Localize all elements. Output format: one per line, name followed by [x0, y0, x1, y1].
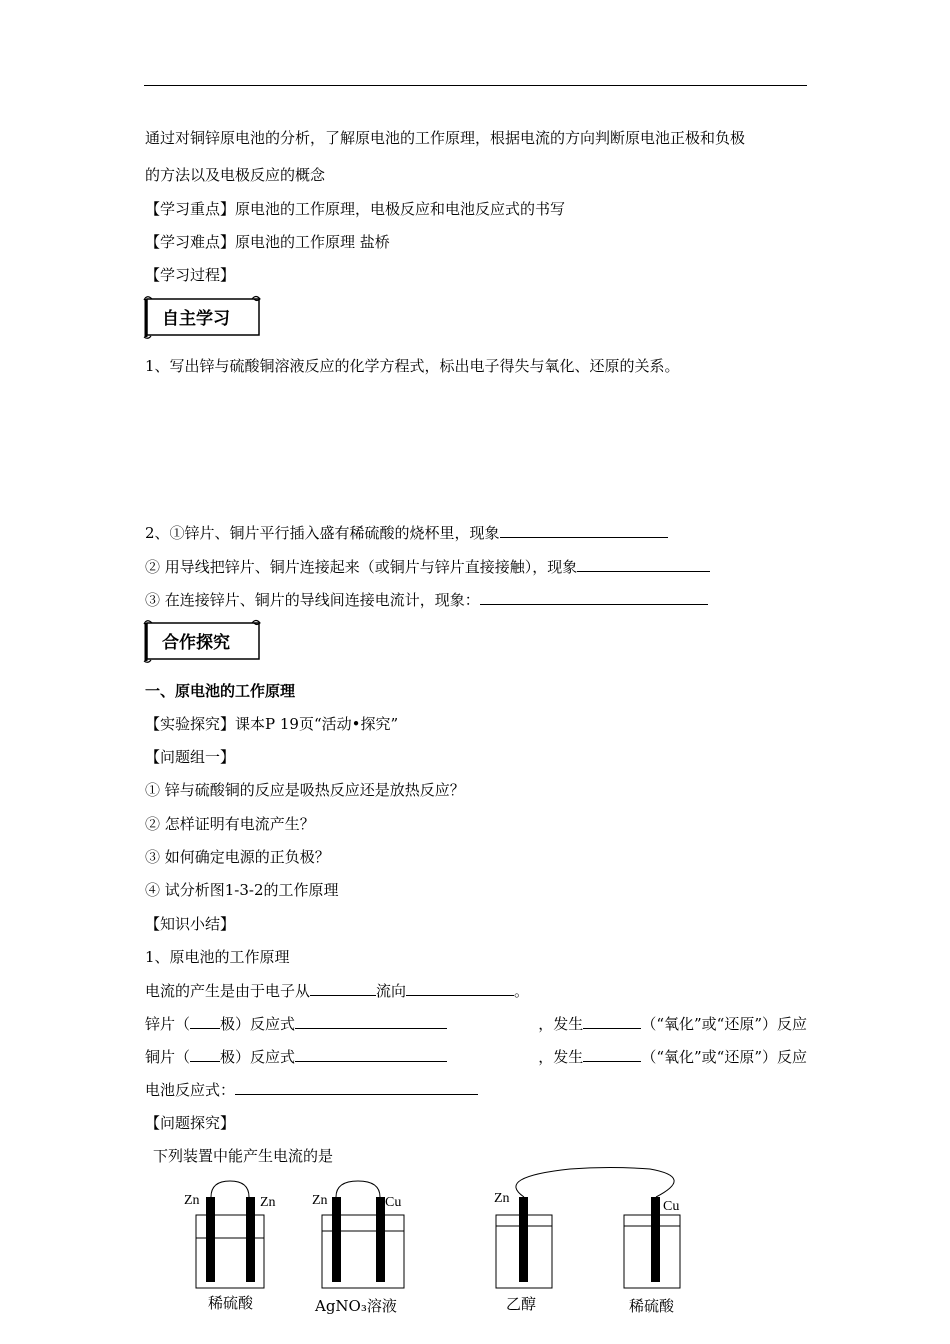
answer-blank[interactable]	[500, 523, 668, 538]
zinc-pole: 极）反应式	[220, 1015, 296, 1033]
copper-line	[145, 1047, 807, 1067]
answer-blank[interactable]	[190, 1047, 220, 1062]
answer-blank[interactable]	[310, 981, 376, 996]
question-2b	[145, 557, 710, 577]
answer-blank[interactable]	[480, 590, 708, 605]
solution-label: 稀硫酸	[629, 1297, 675, 1315]
electrode-label: Zn	[184, 1193, 200, 1208]
electrode-label: Zn	[260, 1195, 276, 1210]
solution-label: AgNO₃溶液	[315, 1297, 397, 1315]
question-2a	[145, 523, 668, 543]
answer-blank[interactable]	[577, 557, 710, 572]
answer-blank[interactable]	[583, 1014, 641, 1029]
question-2c-text: ③ 在连接锌片、铜片的导线间连接电流计，现象：	[145, 591, 480, 609]
difficulty: 【学习难点】原电池的工作原理 盐桥	[145, 233, 390, 251]
battery-label: 电池反应式：	[145, 1081, 236, 1099]
zinc-choice: （“氧化”或“还原”）反应	[641, 1015, 807, 1033]
electrode-label: Cu	[663, 1199, 680, 1214]
solution-label: 稀硫酸	[208, 1294, 254, 1312]
zinc-line	[145, 1014, 807, 1034]
intro-line-2: 的方法以及电极反应的概念	[145, 166, 326, 184]
electrode-label: Zn	[494, 1191, 510, 1206]
question-2a-text: 2、①锌片、铜片平行插入盛有稀硫酸的烧杯里，现象	[145, 524, 500, 542]
answer-blank[interactable]	[406, 981, 514, 996]
zinc-name: 锌片（	[145, 1015, 191, 1033]
inquiry-question: 下列装置中能产生电流的是	[153, 1147, 334, 1165]
copper-choice: （“氧化”或“还原”）反应	[641, 1048, 807, 1066]
copper-happen: ，发生	[538, 1048, 584, 1066]
experiment: 【实验探究】课本P 19页“活动•探究”	[145, 715, 399, 733]
header-rule	[144, 85, 807, 86]
current-mid: 流向	[376, 982, 407, 1000]
section-title-cooperation: 合作探究	[162, 633, 230, 653]
answer-blank[interactable]	[583, 1047, 641, 1062]
answer-blank[interactable]	[235, 1080, 478, 1095]
principle-heading: 1、原电池的工作原理	[145, 948, 290, 966]
apparatus-figure	[170, 1165, 730, 1325]
copper-left	[145, 1047, 447, 1067]
copper-right	[538, 1047, 807, 1067]
question-group-1: 【问题组一】	[145, 748, 236, 766]
zinc-right	[538, 1014, 807, 1034]
answer-blank[interactable]	[295, 1047, 447, 1062]
section-title-self-study: 自主学习	[162, 309, 230, 329]
battery-line	[145, 1080, 478, 1100]
electrode-label: Zn	[312, 1193, 328, 1208]
answer-blank[interactable]	[295, 1014, 447, 1029]
knowledge-summary: 【知识小结】	[145, 915, 236, 933]
question-1: 1、写出锌与硫酸铜溶液反应的化学方程式，标出电子得失与氧化、还原的关系。	[145, 357, 680, 375]
zinc-happen: ，发生	[538, 1015, 584, 1033]
copper-pole: 极）反应式	[220, 1048, 296, 1066]
copper-name: 铜片（	[145, 1048, 191, 1066]
solution-label: 乙醇	[506, 1295, 537, 1313]
list-item: ③ 如何确定电源的正负极？	[145, 848, 330, 866]
current-end: 。	[514, 982, 530, 1000]
zinc-left	[145, 1014, 447, 1034]
list-item: ④ 试分析图1-3-2的工作原理	[145, 881, 339, 899]
list-item: ① 锌与硫酸铜的反应是吸热反应还是放热反应？	[145, 781, 465, 799]
answer-blank[interactable]	[190, 1014, 220, 1029]
current-sentence	[145, 981, 529, 1001]
part1-title: 一、原电池的工作原理	[145, 682, 296, 700]
electrode-label: Cu	[385, 1195, 402, 1210]
current-pre: 电流的产生是由于电子从	[145, 982, 311, 1000]
process-heading: 【学习过程】	[145, 266, 236, 284]
question-2c	[145, 590, 708, 610]
key-points: 【学习重点】原电池的工作原理，电极反应和电池反应式的书写	[145, 200, 566, 218]
question-2b-text: ② 用导线把锌片、铜片连接起来（或铜片与锌片直接接触），现象	[145, 558, 578, 576]
inquiry-heading: 【问题探究】	[145, 1114, 236, 1132]
list-item: ② 怎样证明有电流产生？	[145, 815, 315, 833]
intro-line-1: 通过对铜锌原电池的分析，了解原电池的工作原理，根据电流的方向判断原电池正极和负极	[145, 129, 746, 147]
